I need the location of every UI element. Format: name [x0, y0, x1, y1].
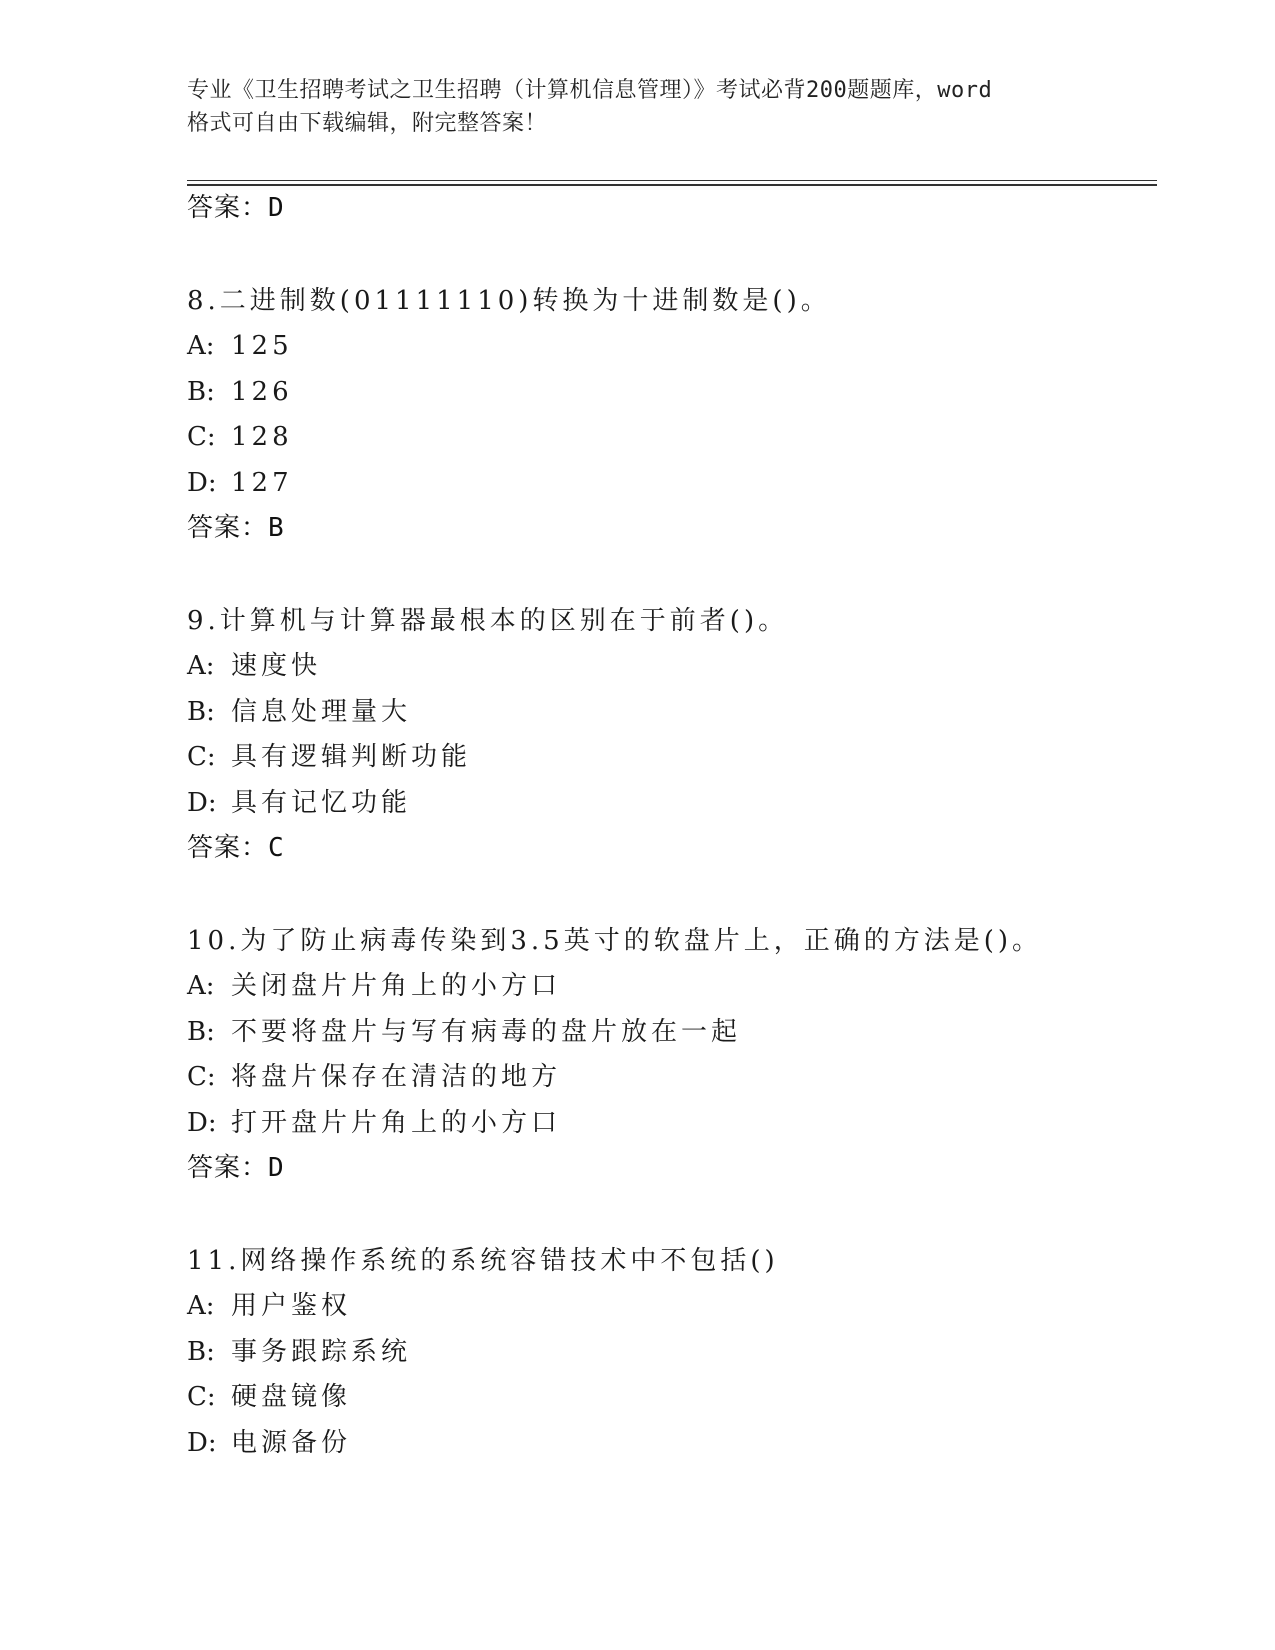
question-list [187, 186, 1157, 1466]
option-a [187, 324, 1157, 370]
option-letter: B: [187, 696, 215, 727]
option-letter: D: [187, 467, 217, 498]
option-text: 打开盘片片角上的小方口 [231, 1107, 562, 1138]
option-b [187, 370, 1157, 416]
option-text: 硬盘镜像 [231, 1382, 352, 1412]
option-text: 速度快 [231, 651, 322, 681]
answer-line: 答案：D [187, 193, 285, 223]
option-text: 将盘片保存在清洁的地方 [231, 1062, 562, 1092]
option-c [187, 1375, 1157, 1421]
option-d [187, 781, 1157, 827]
spacer [187, 1191, 1157, 1238]
option-letter: B: [187, 376, 215, 407]
answer-line: 答案：C [187, 833, 285, 863]
option-text: 电源备份 [231, 1427, 352, 1458]
option-letter: C: [187, 742, 216, 772]
option-c [187, 415, 1157, 461]
question-block [187, 918, 1157, 1191]
option-d [187, 461, 1157, 507]
option-letter: C: [187, 1062, 216, 1092]
header-line-1: 专业《卫生招聘考试之卫生招聘（计算机信息管理）》考试必背200题题库，word [187, 78, 993, 103]
option-letter: A: [187, 1291, 215, 1321]
spacer [187, 551, 1157, 598]
answer-line: 答案：B [187, 513, 285, 543]
question-text: 8.二进制数(01111110)转换为十进制数是()。 [187, 286, 831, 316]
option-letter: C: [187, 422, 216, 452]
option-letter: D: [187, 1427, 217, 1458]
option-a [187, 1284, 1157, 1330]
option-b [187, 1330, 1157, 1376]
answer-line: 答案：D [187, 1153, 285, 1183]
question-block [187, 1238, 1157, 1466]
header-line-2: 格式可自由下载编辑，附完整答案！ [187, 111, 548, 136]
option-text: 125 [231, 331, 293, 361]
spacer [187, 231, 1157, 278]
header-divider-thin [187, 180, 1157, 181]
option-letter: C: [187, 1382, 216, 1412]
document-header [187, 74, 1087, 140]
option-d [187, 1421, 1157, 1467]
option-d [187, 1101, 1157, 1147]
option-text: 用户鉴权 [231, 1291, 352, 1321]
option-letter: B: [187, 1336, 215, 1367]
option-text: 128 [231, 422, 293, 452]
option-c [187, 1055, 1157, 1101]
question-block [187, 598, 1157, 871]
option-b [187, 1010, 1157, 1056]
option-text: 126 [231, 376, 293, 407]
option-text: 信息处理量大 [231, 696, 412, 727]
question-text: 9.计算机与计算器最根本的区别在于前者()。 [187, 606, 789, 636]
option-text: 不要将盘片与写有病毒的盘片放在一起 [231, 1016, 742, 1047]
question-text: 11.网络操作系统的系统容错技术中不包括() [187, 1246, 779, 1276]
option-text: 事务跟踪系统 [231, 1336, 412, 1367]
option-letter: D: [187, 787, 217, 818]
option-letter: D: [187, 1107, 217, 1138]
option-text: 127 [231, 467, 293, 498]
option-letter: A: [187, 651, 215, 681]
option-a [187, 964, 1157, 1010]
option-a [187, 644, 1157, 690]
option-letter: B: [187, 1016, 215, 1047]
option-text: 关闭盘片片角上的小方口 [231, 971, 562, 1001]
question-block [187, 278, 1157, 551]
option-letter: A: [187, 331, 215, 361]
option-letter: A: [187, 971, 215, 1001]
option-b [187, 690, 1157, 736]
option-text: 具有记忆功能 [231, 787, 412, 818]
option-text: 具有逻辑判断功能 [231, 742, 472, 772]
question-text: 10.为了防止病毒传染到3.5英寸的软盘片上，正确的方法是()。 [187, 926, 1042, 956]
option-c [187, 735, 1157, 781]
spacer [187, 871, 1157, 918]
